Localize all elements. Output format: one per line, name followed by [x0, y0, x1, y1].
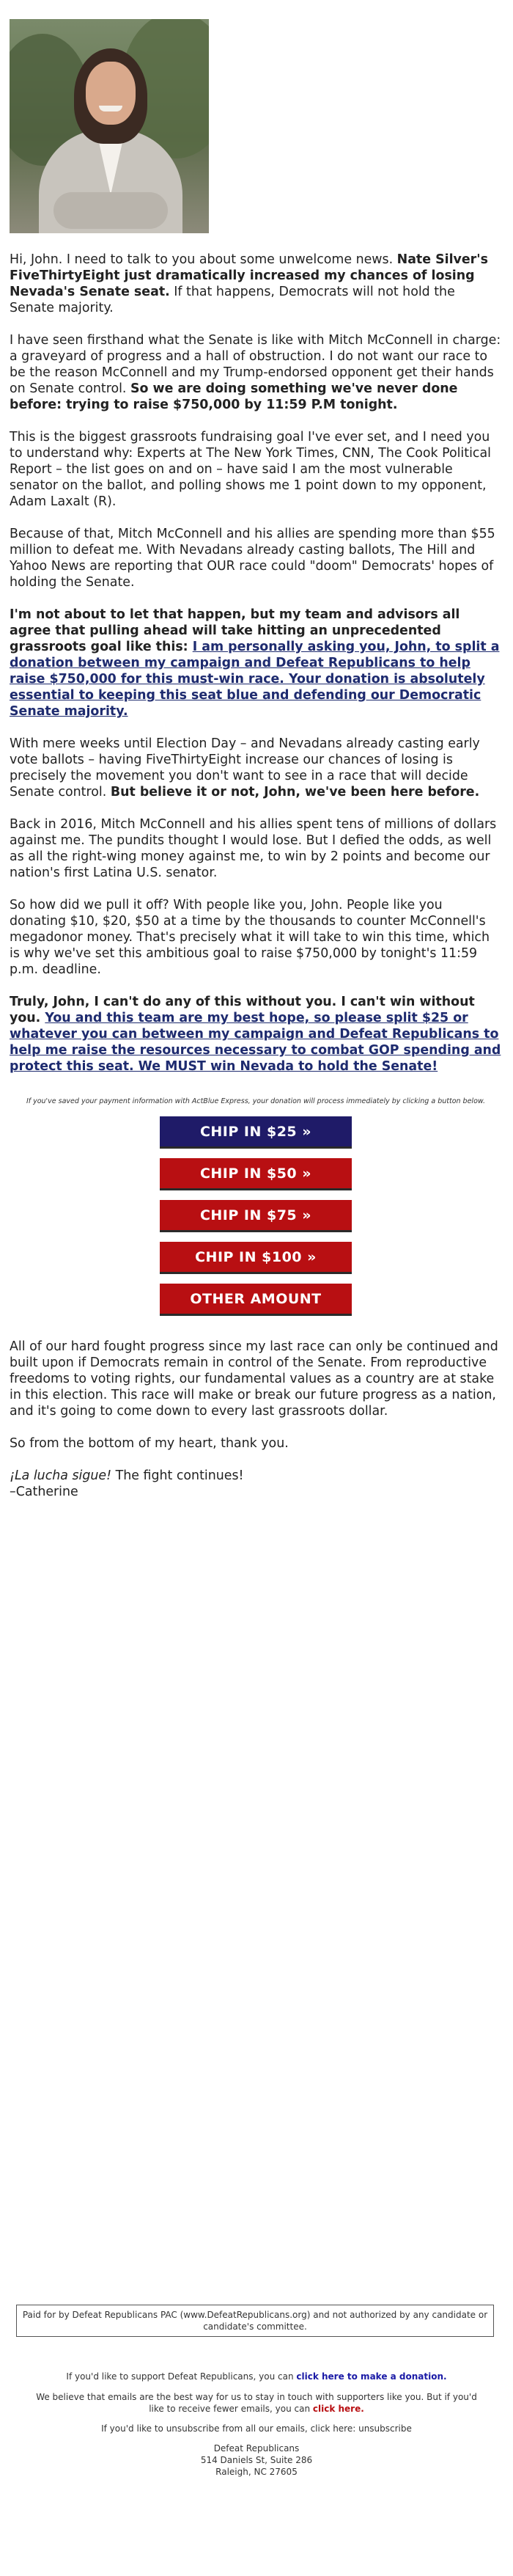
- fewer-emails-line: We believe that emails are the best way for us to stay in touch with supporters like you. But if you'd like to receive fewer emails, you can click here.: [36, 2392, 477, 2414]
- fewer-emails-link[interactable]: click here.: [312, 2404, 364, 2414]
- donate-link-split[interactable]: I am personally asking you, John, to split a donation between my campaign and Defeat Republicans to help raise $750,000 for this must-win race. Your donation is absolutely essential to keeping this seat blue and defending our Democratic Senate majority.: [10, 640, 500, 719]
- signoff: ¡La lucha sigue! The fight continues! –Catherine: [10, 1468, 244, 1499]
- paid-for-disclaimer: Paid for by Defeat Republicans PAC (www.DefeatRepublicans.org) and not authorized by any candidate or candidate's committee.: [16, 2305, 494, 2337]
- chip-in-50-button[interactable]: CHIP IN $50 »: [160, 1158, 352, 1190]
- donation-buttons: [160, 1116, 352, 1316]
- paragraph-spending: Because of that, Mitch McConnell and his allies are spending more than $55 million to defeat me. With Nevadans already casting ballots, The Hill and Yahoo News are reporting that OUR race could "doom" Democrats' hopes of holding the Senate.: [10, 527, 495, 590]
- paragraph-progress: All of our hard fought progress since my last race can only be continued and built upon if Democrats remain in control of the Senate. From reproductive freedoms to voting rights, our fundamental values as a country are at stake in this election. This race will make or break our future progress as a nation, and it's going to come down to every last grassroots dollar.: [10, 1339, 498, 1419]
- email-body: [10, 0, 502, 1500]
- chip-in-75-button[interactable]: CHIP IN $75 »: [160, 1200, 352, 1232]
- donate-link-best-hope[interactable]: You and this team are my best hope, so please split $25 or whatever you can between my campaign and Defeat Republicans to help me raise the resources necessary to combat GOP spending and protect this seat. We MUST win Nevada to hold the Senate!: [10, 1011, 501, 1074]
- paragraph-ask: I'm not about to let that happen, but my team and advisors all agree that pulling ahead will take hitting an unprecedented grassroots goal like this: I am personally asking you, John, to split a donation between my campaign and Defeat Republicans to help raise $750,000 for this must-win race. Your donation is absolutely essential to keeping this seat blue and defending our Democratic Senate majority.: [10, 607, 500, 719]
- actblue-note: If you've saved your payment information with ActBlue Express, your donation will process immediately by clicking a button below.: [26, 1097, 486, 1105]
- paragraph-early-vote: With mere weeks until Election Day – and Nevadans already casting early vote ballots – having FiveThirtyEight increase our chances of losing is precisely the movement you don't want to see in a race that will decide Senate control. But believe it or not, John, we've been here before.: [10, 736, 480, 799]
- paragraph-final-ask: Truly, John, I can't do any of this without you. I can't win without you. You and this team are my best hope, so please split $25 or whatever you can between my campaign and Defeat Republicans to help me raise the resources necessary to combat GOP spending and protect this seat. We MUST win Nevada to hold the Senate!: [10, 995, 501, 1074]
- make-donation-link[interactable]: click here to make a donation.: [296, 2371, 447, 2382]
- candidate-photo: [10, 19, 209, 233]
- unsubscribe-line[interactable]: If you'd like to unsubscribe from all our emails, click here: unsubscribe: [101, 2423, 412, 2434]
- paragraph-intro: Hi, John. I need to talk to you about some unwelcome news. Nate Silver's FiveThirtyEight just dramatically increased my chances of losing Nevada's Senate seat. If that happens, Democrats will not hold the Senate majority.: [10, 252, 488, 315]
- paragraph-thanks: So from the bottom of my heart, thank you.: [10, 1436, 289, 1451]
- chip-in-25-button[interactable]: CHIP IN $25 »: [160, 1116, 352, 1149]
- chip-in-100-button[interactable]: CHIP IN $100 »: [160, 1242, 352, 1274]
- other-amount-button[interactable]: OTHER AMOUNT: [160, 1284, 352, 1316]
- paragraph-2016: Back in 2016, Mitch McConnell and his allies spent tens of millions of dollars against me. The pundits thought I would lose. But I defied the odds, as well as all the right-wing money against me, to win by 2 points and become our nation's first Latina U.S. senator.: [10, 817, 497, 880]
- paragraph-how: So how did we pull it off? With people like you, John. People like you donating $10, $20, $50 at a time by the thousands to counter McConnell's megadonor money. That's precisely what it will take to win this time, which is why we've set this ambitious goal to raise $750,000 by tonight's 11:59 p.m. deadline.: [10, 898, 490, 977]
- signature-name: –Catherine: [10, 1485, 78, 1499]
- mailing-address: Defeat Republicans 514 Daniels St, Suite 286 Raleigh, NC 27605: [200, 2443, 313, 2477]
- support-line: If you'd like to support Defeat Republicans, you can click here to make a donation.: [66, 2371, 447, 2382]
- paragraph-senate: I have seen firsthand what the Senate is like with Mitch McConnell in charge: a graveyard of progress and a hall of obstruction. I do not want our race to be the reason McConnell and my Trump-endorsed opponent get their hands on Senate control. So we are doing something we've never done before: trying to raise $750,000 by 11:59 P.M tonight.: [10, 333, 501, 412]
- paragraph-goal: This is the biggest grassroots fundraising goal I've ever set, and I need you to understand why: Experts at The New York Times, CNN, The Cook Political Report – the list goes on and on – have said I am the most vulnerable senator on the ballot, and polling shows me 1 point down to my opponent, Adam Laxalt (R).: [10, 430, 491, 509]
